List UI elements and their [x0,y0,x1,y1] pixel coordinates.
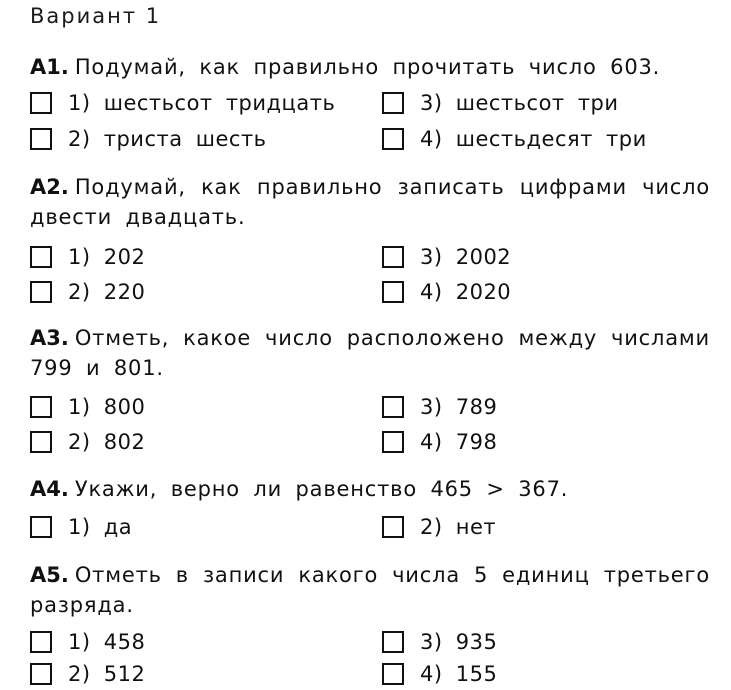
option-label: 1) шестьсот тридцать [68,91,336,115]
option-label: 1) да [68,515,133,539]
task-a3 [30,323,710,454]
option-label: 2) 512 [68,662,146,686]
task-a1-question: Подумай, как правильно прочитать число 603. [74,55,661,79]
task-a3-number: А3. [30,326,69,350]
task-a4-question-block [30,474,710,504]
option-label: 2) 802 [68,430,146,454]
option-label: 3) 2002 [420,245,512,269]
option-label: 4) шестьдесят три [420,127,647,151]
option-label: 1) 800 [68,395,146,419]
task-a2-question: Подумай, как правильно записать цифрами число двести двадцать. [30,175,710,229]
answer-checkbox[interactable] [30,92,52,114]
task-a2-option-4[interactable] [382,278,511,306]
task-a4-question: Укажи, верно ли равенство 465 > 367. [74,477,569,501]
task-a2-option-3[interactable] [382,243,511,271]
task-a1-option-1[interactable] [30,89,335,117]
answer-checkbox[interactable] [30,246,52,268]
answer-checkbox[interactable] [30,431,52,453]
answer-checkbox[interactable] [382,246,404,268]
answer-checkbox[interactable] [30,281,52,303]
answer-checkbox[interactable] [382,516,404,538]
task-a3-question-block [30,323,710,383]
answer-checkbox[interactable] [30,631,52,653]
task-a3-option-4[interactable] [382,428,497,456]
task-a1-option-2[interactable] [30,125,267,153]
task-a5-option-2[interactable] [30,660,145,688]
option-label: 3) шестьсот три [420,91,619,115]
task-a2 [30,172,710,304]
answer-checkbox[interactable] [382,92,404,114]
task-a5-question-block [30,560,710,620]
option-label: 4) 2020 [420,280,512,304]
task-a2-option-1[interactable] [30,243,145,271]
task-a5-question: Отметь в записи какого числа 5 единиц третьего разряда. [30,563,710,617]
option-label: 2) 220 [68,280,146,304]
answer-checkbox[interactable] [30,396,52,418]
answer-checkbox[interactable] [382,128,404,150]
task-a4-option-2[interactable] [382,513,496,541]
task-a5-option-3[interactable] [382,628,497,656]
task-a3-option-2[interactable] [30,428,145,456]
task-a1 [30,52,710,151]
task-a1-option-4[interactable] [382,125,647,153]
variant-title: Вариант 1 [30,4,162,28]
task-a1-number: А1. [30,55,69,79]
answer-checkbox[interactable] [382,396,404,418]
answer-checkbox[interactable] [30,663,52,685]
task-a4-option-1[interactable] [30,513,132,541]
option-label: 4) 155 [420,662,498,686]
task-a5-option-4[interactable] [382,660,497,688]
answer-checkbox[interactable] [382,431,404,453]
answer-checkbox[interactable] [30,516,52,538]
answer-checkbox[interactable] [30,128,52,150]
task-a5-option-1[interactable] [30,628,145,656]
answer-checkbox[interactable] [382,663,404,685]
task-a5 [30,560,710,686]
option-label: 2) нет [420,515,497,539]
option-label: 3) 935 [420,630,498,654]
option-label: 3) 789 [420,395,498,419]
task-a4-number: А4. [30,477,69,501]
task-a1-option-3[interactable] [382,89,619,117]
task-a2-number: А2. [30,175,69,199]
task-a4 [30,474,710,539]
option-label: 1) 458 [68,630,146,654]
task-a3-option-1[interactable] [30,393,145,421]
option-label: 1) 202 [68,245,146,269]
task-a1-question-block [30,52,710,82]
task-a5-number: А5. [30,563,69,587]
task-a2-option-2[interactable] [30,278,145,306]
task-a3-option-3[interactable] [382,393,497,421]
option-label: 4) 798 [420,430,498,454]
option-label: 2) триста шесть [68,127,267,151]
task-a2-question-block [30,172,710,232]
task-a3-question: Отметь, какое число расположено между числами 799 и 801. [30,326,710,380]
answer-checkbox[interactable] [382,631,404,653]
answer-checkbox[interactable] [382,281,404,303]
